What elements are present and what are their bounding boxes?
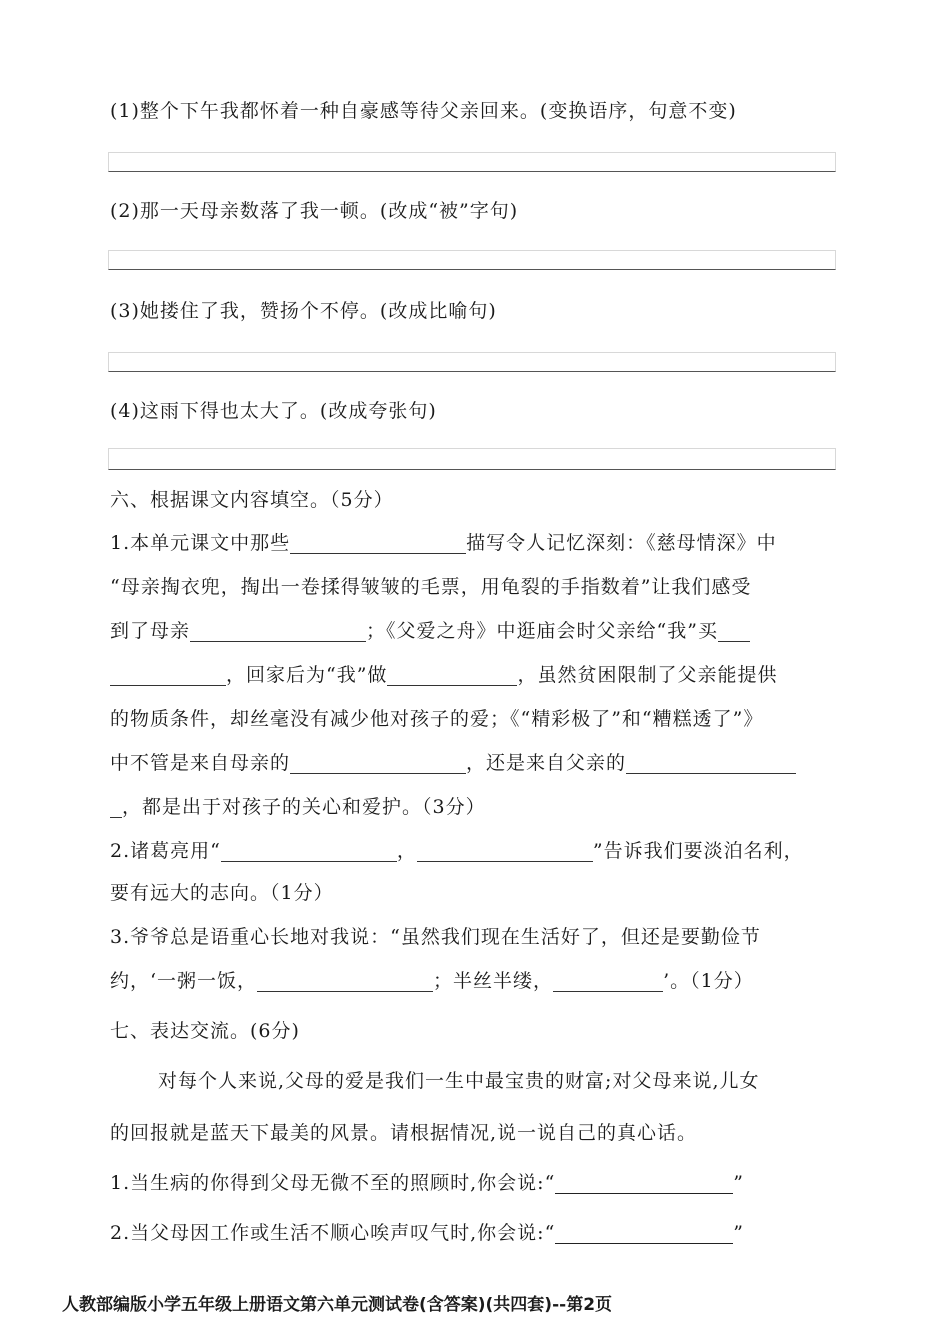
fill-text-1b: 描写令人记忆深刻：《慈母情深》中 <box>466 532 777 554</box>
fill-line-7 <box>110 796 486 818</box>
fill-text-1e: ，回家后为“我”做 <box>226 664 388 686</box>
expression-text-2: 2.当父母因工作或生活不顺心唉声叹气时,你会说:“ <box>110 1222 556 1244</box>
fill-line-4 <box>110 664 777 686</box>
blank-5[interactable] <box>290 755 466 774</box>
rewrite-item-3: (3)她搂住了我，赞扬个不停。(改成比喻句) <box>110 300 497 322</box>
rewrite-item-4: (4)这雨下得也太大了。(改成夸张句) <box>110 400 437 422</box>
fill-text-1i: ，都是出于对孩子的关心和爱护。（3分） <box>122 796 486 818</box>
fill-line-1 <box>110 532 777 554</box>
blank-6a[interactable] <box>626 755 796 774</box>
fill-line-8 <box>110 840 804 862</box>
fill-line-6 <box>110 752 796 774</box>
fill-text-2c: ”告诉我们要淡泊名利， <box>592 840 804 862</box>
answer-line-2[interactable] <box>108 250 836 270</box>
blank-10[interactable] <box>553 973 663 992</box>
fill-text-1f: ，虽然贫困限制了父亲能提供 <box>517 664 778 686</box>
close-quote-1: ” <box>733 1172 745 1194</box>
blank-7[interactable] <box>221 843 397 862</box>
blank-2[interactable] <box>190 623 366 642</box>
blank-8[interactable] <box>417 843 593 862</box>
expression-blank-1[interactable] <box>555 1175 733 1194</box>
blank-9[interactable] <box>257 973 433 992</box>
fill-line-10: 3.爷爷总是语重心长地对我说：“虽然我们现在生活好了，但还是要勤俭节 <box>110 926 761 948</box>
fill-text-2b: ， <box>396 840 417 862</box>
expression-blank-2[interactable] <box>555 1225 733 1244</box>
expression-item-2 <box>110 1222 744 1244</box>
blank-3b[interactable] <box>110 667 226 686</box>
fill-line-9: 要有远大的志向。（1分） <box>110 882 334 904</box>
fill-text-3a: 约，‘一粥一饭， <box>110 970 258 992</box>
answer-line-3[interactable] <box>108 352 836 372</box>
expression-item-1 <box>110 1172 744 1194</box>
fill-text-1h: ，还是来自父亲的 <box>466 752 627 774</box>
fill-line-11 <box>110 970 754 992</box>
blank-4[interactable] <box>387 667 517 686</box>
fill-text-3c: ’。（1分） <box>663 970 754 992</box>
fill-text-1a: 1.本单元课文中那些 <box>110 532 291 554</box>
rewrite-item-2: (2)那一天母亲数落了我一顿。(改成“被”字句) <box>110 200 519 222</box>
section-6-heading: 六、根据课文内容填空。（5分） <box>110 489 394 511</box>
fill-line-5: 的物质条件，却丝毫没有减少他对孩子的爱；《“精彩极了”和“糟糕透了”》 <box>110 708 764 730</box>
page-footer: 人教部编版小学五年级上册语文第六单元测试卷(含答案)(共四套)--第2页 <box>62 1295 613 1315</box>
expression-text-1: 1.当生病的你得到父母无微不至的照顾时,你会说:“ <box>110 1172 556 1194</box>
fill-text-2a: 2.诸葛亮用“ <box>110 840 221 862</box>
fill-text-1g: 中不管是来自母亲的 <box>110 752 291 774</box>
fill-text-1d: ；《父爱之舟》中逛庙会时父亲给“我”买 <box>366 620 718 642</box>
rewrite-item-1: (1)整个下午我都怀着一种自豪感等待父亲回来。(变换语序，句意不变) <box>110 100 737 122</box>
answer-line-1[interactable] <box>108 152 836 172</box>
fill-text-1c: 到了母亲 <box>110 620 191 642</box>
fill-line-3 <box>110 620 750 642</box>
blank-6b[interactable] <box>110 799 122 818</box>
answer-line-4[interactable] <box>108 448 836 470</box>
close-quote-2: ” <box>733 1222 745 1244</box>
blank-3a[interactable] <box>718 623 750 642</box>
fill-line-2: “母亲掏衣兜，掏出一卷揉得皱皱的毛票，用龟裂的手指数着”让我们感受 <box>110 576 752 598</box>
blank-1[interactable] <box>290 535 466 554</box>
fill-text-3b: ；半丝半缕， <box>433 970 554 992</box>
intro-line-2: 的回报就是蓝天下最美的风景。请根据情况,说一说自己的真心话。 <box>110 1122 698 1144</box>
section-7-heading: 七、表达交流。(6分) <box>110 1020 300 1042</box>
intro-line-1: 对每个人来说,父母的爱是我们一生中最宝贵的财富;对父母来说,儿女 <box>158 1070 760 1092</box>
